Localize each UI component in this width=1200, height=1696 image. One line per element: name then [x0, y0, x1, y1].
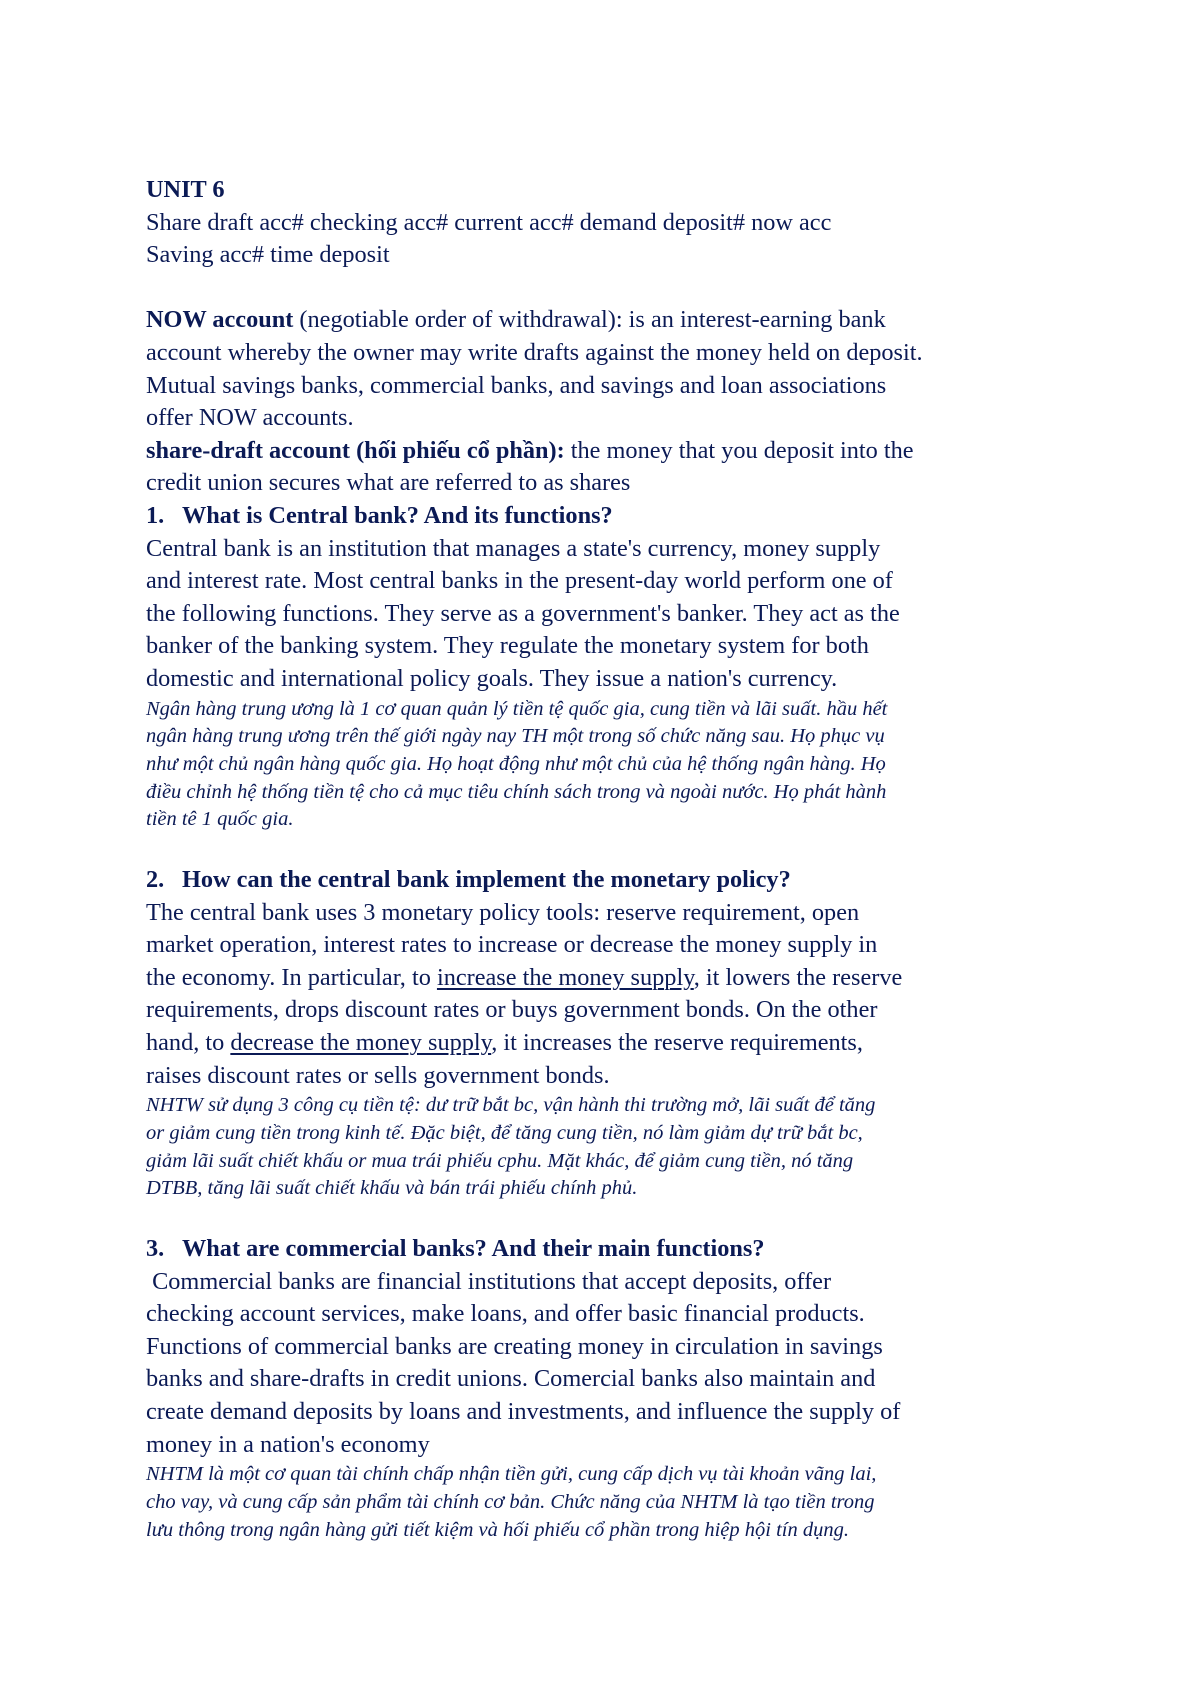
answer-line: banks and share-drafts in credit unions. Comercial banks also maintain and — [146, 1365, 876, 1393]
unit-title: UNIT 6 — [146, 176, 225, 203]
answer-line: market operation, interest rates to increase or decrease the money supply in — [146, 931, 878, 959]
share-draft-line: credit union secures what are referred to as shares — [146, 469, 631, 497]
question-text: What is Central bank? And its functions? — [182, 501, 613, 529]
vietnamese-translation-line: NHTM là một cơ quan tài chính chấp nhận tiền gửi, cung cấp dịch vụ tài khoản vãng lai, — [146, 1463, 877, 1486]
share-draft-definition — [146, 435, 1082, 468]
vietnamese-translation-line: giảm lãi suất chiết khấu or mua trái phiếu cphu. Mặt khác, để giảm cung tiền, nó tăng — [146, 1149, 854, 1172]
answer-text: , it lowers the reserve — [693, 963, 903, 991]
answer-line: banker of the banking system. They regulate the monetary system for both — [146, 632, 869, 660]
vietnamese-translation-line: or giảm cung tiền trong kinh tế. Đặc biệt, để tăng cung tiền, nó làm giảm dự trữ bắt bc, — [146, 1121, 863, 1144]
vietnamese-translation-line: lưu thông trong ngân hàng gửi tiết kiệm và hối phiếu cổ phần trong hiệp hội tín dụng. — [146, 1518, 849, 1541]
vietnamese-translation-line: NHTW sử dụng 3 công cụ tiền tệ: dư trữ bắt bc, vận hành thi trường mở, lãi suất để tăng — [146, 1094, 876, 1117]
answer-line: money in a nation's economy — [146, 1430, 430, 1458]
vietnamese-translation-line: cho vay, và cung cấp sản phẩm tài chính cơ bản. Chức năng của NHTM là tạo tiền trong — [146, 1490, 875, 1513]
answer-text: the economy. In particular, to — [146, 963, 437, 991]
answer-line: Functions of commercial banks are creating money in circulation in savings — [146, 1332, 883, 1360]
answer-line — [146, 1027, 1082, 1060]
blank-line — [146, 834, 1082, 864]
answer-line — [146, 962, 1082, 995]
vietnamese-translation-line: tiền tê 1 quốc gia. — [146, 808, 294, 831]
vietnamese-translation-line: như một chủ ngân hàng quốc gia. Họ hoạt động như một chủ của hệ thống ngân hàng. Họ — [146, 752, 886, 775]
underlined-phrase: increase the money supply — [436, 963, 694, 991]
share-draft-term: share-draft account (hối phiếu cổ phần): — [146, 436, 565, 464]
question-1 — [146, 500, 1082, 533]
question-number: 1. — [146, 501, 165, 529]
question-3 — [146, 1233, 1082, 1266]
blank-line — [146, 1203, 1082, 1233]
blank-line — [146, 272, 1082, 305]
now-account-text: (negotiable order of withdrawal): is an interest-earning bank — [293, 306, 886, 334]
vietnamese-translation-line: ngân hàng trung ương trên thế giới ngày nay TH một trong số chức năng sau. Họ phục vụ — [146, 725, 885, 748]
now-account-definition — [146, 304, 1082, 337]
answer-line: Commercial banks are financial institutions that accept deposits, offer — [146, 1267, 832, 1295]
question-text: What are commercial banks? And their main functions? — [182, 1234, 765, 1262]
intro-line: Saving acc# time deposit — [146, 241, 390, 269]
answer-line: checking account services, make loans, and offer basic financial products. — [146, 1300, 865, 1328]
vietnamese-translation-line: DTBB, tăng lãi suất chiết khấu và bán trái phiếu chính phủ. — [146, 1177, 638, 1200]
vietnamese-translation-line: điều chỉnh hệ thống tiền tệ cho cả mục tiêu chính sách trong và ngoài nước. Họ phát hành — [146, 780, 887, 803]
question-2 — [146, 864, 1082, 897]
answer-line: and interest rate. Most central banks in the present-day world perform one of — [146, 567, 893, 595]
answer-line: the following functions. They serve as a government's banker. They act as the — [146, 599, 900, 627]
question-number: 3. — [146, 1234, 165, 1262]
document-page — [146, 174, 1082, 1544]
answer-text: hand, to — [146, 1028, 231, 1056]
question-number: 2. — [146, 866, 165, 894]
question-text: How can the central bank implement the monetary policy? — [182, 866, 791, 894]
answer-line: domestic and international policy goals. They issue a nation's currency. — [146, 664, 838, 692]
intro-line: Share draft acc# checking acc# current acc# demand deposit# now acc — [146, 208, 832, 236]
answer-line: raises discount rates or sells government bonds. — [146, 1061, 610, 1089]
now-account-line: Mutual savings banks, commercial banks, and savings and loan associations — [146, 371, 887, 399]
answer-line: requirements, drops discount rates or buys government bonds. On the other — [146, 996, 878, 1024]
answer-line: create demand deposits by loans and investments, and influence the supply of — [146, 1397, 901, 1425]
share-draft-text: the money that you deposit into the — [564, 436, 914, 464]
answer-line: The central bank uses 3 monetary policy tools: reserve requirement, open — [146, 898, 860, 926]
now-account-line: account whereby the owner may write drafts against the money held on deposit. — [146, 338, 923, 366]
now-account-line: offer NOW accounts. — [146, 404, 354, 432]
now-account-term: NOW account — [146, 306, 294, 334]
vietnamese-translation-line: Ngân hàng trung ương là 1 cơ quan quản lý tiền tệ quốc gia, cung tiền và lãi suất. hầu hết — [146, 697, 888, 720]
answer-text: , it increases the reserve requirements, — [491, 1028, 863, 1056]
answer-line: Central bank is an institution that manages a state's currency, money supply — [146, 534, 881, 562]
underlined-phrase: decrease the money supply — [230, 1028, 492, 1056]
